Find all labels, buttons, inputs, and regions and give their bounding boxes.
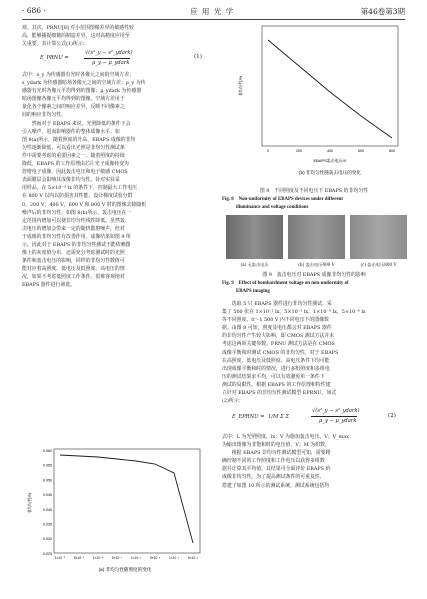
journal-title: 应 用 光 学 <box>190 7 235 16</box>
text-line: 条件和轰击电压的影响，同样的非均匀性数值可 <box>22 258 125 265</box>
chart-a-ytick: 0.030 <box>43 537 52 542</box>
chart-a-xtick: 1×10⁻³ <box>131 556 141 560</box>
header-rule <box>22 19 405 20</box>
text-line: 立针对 EBAPS 的非均匀性测试模型 EPRNU，如式 <box>222 390 337 397</box>
text-line: 选取 5 只 EBAPS 器件进行非均匀性测试，采 <box>222 301 332 307</box>
chart-a-ytick: 0.025 <box>43 551 52 556</box>
text-line: 0，200 V，400 V，600 V 和 800 V 时的图像去除随机 <box>22 201 147 208</box>
text-line: EBAPS 器件进行筛选。 <box>22 282 76 289</box>
chart-a-ytick: 0.045 <box>43 493 52 498</box>
figure-9-caption-en-1: Fig. 9 Effect of bombardment voltage on non-uniformity of <box>222 281 349 286</box>
left-mid-text <box>22 71 206 290</box>
right-mid-text <box>222 300 406 405</box>
text-line: 测试的局限性。根据 EBAPS 的工作原理和特性建 <box>222 381 331 388</box>
figure-9-caption-en-2: EBAPS imaging <box>236 289 270 294</box>
text-line: 表面膜层会影响其成像非均匀性。针对实验采 <box>22 177 120 184</box>
text-line: 在高照度、低电压及低照度、高电压条件下均可能 <box>222 357 330 364</box>
chart-a-xtick: 5×10⁻⁴ <box>111 556 123 560</box>
text-line: 据。由图 8 可知，照度及电压都会对 EBAPS 器件 <box>222 325 332 332</box>
text-line: 况，如果不考虑低照度工作条件，很难客观地对 <box>22 274 125 281</box>
equation-2-denominator: μ_y − μ_ydark <box>319 418 357 424</box>
chart-a-ytick: 0.050 <box>43 478 52 483</box>
figure-9a-label: (a) 无轰击电压 <box>240 262 269 267</box>
chart-a-caption: (a) 非均匀性随照度的变化 <box>98 567 152 572</box>
chart-b-ylabel: 非均匀性/% <box>238 75 243 97</box>
text-line: 引入噪声，进而影响器件的整体成像水平。如 <box>22 128 120 135</box>
chart-a-ytick: 0.060 <box>43 449 52 453</box>
chart-a-xtick: 5×10⁻⁵ <box>73 556 85 560</box>
text-line: 搭建了如图 10 所示的测试系统。测试系统包括均 <box>222 482 330 489</box>
equation-1-lhs: E_PRNU = <box>40 55 69 61</box>
text-line: 像上的灰度值分布，还需充分考虑测试时的光照 <box>22 250 125 257</box>
text-line: 等不同照度、0～1 500 V 内不同电压下的图像数 <box>222 317 329 324</box>
text-line: 击电压的增加会带来一定的随机散射噪声，但对 <box>22 225 125 232</box>
text-line: 示。因此对于 EBAPS 的非均匀性测试不能依赖图 <box>22 241 131 248</box>
text-line: 式中：L 为光照照度，lx；V 为施加轰击电压，V；V_max <box>222 434 349 440</box>
figure-9a-image <box>226 215 283 259</box>
chart-a-ylabel: 非均匀性/% <box>27 492 32 514</box>
text-line: 据并计算其平均值，其结果可全面评价 EBAPS 的 <box>222 466 331 473</box>
equation-2-tag: (2) <box>388 413 396 419</box>
chart-a-xtick: 1×10⁻⁵ <box>54 556 66 560</box>
equation-1-denominator: μ_y − μ_ydark <box>92 60 130 66</box>
chart-a-ytick: 0.040 <box>43 507 52 512</box>
text-line: 匀性逐渐降低，可以看出光照是非均匀性测试条 <box>22 144 125 151</box>
text-line: 出现成像平衡和时的情况，进行多组照度和多组电 <box>222 365 330 372</box>
equation-2-sum: 1/M Σ Σ <box>268 414 289 420</box>
text-line: 能对应着高照度、低电压及低照度、高电压的情 <box>22 266 125 273</box>
text-line: 在 800 V 以内以防损害其性能，设计梯度试验分群 <box>22 193 133 200</box>
text-line: 图 8(a)所示，随着照度的升高，EBAPS 成像的非均 <box>22 136 136 143</box>
text-line: 间的响应非均匀性。 <box>22 112 67 119</box>
text-line: s_ydark 为传感器暗场各像元之间的空域方差；μ_y 为传 <box>22 80 146 87</box>
text-line: 感器有光时各像元平均得到的图像；μ_ydark 为传感器 <box>22 88 142 95</box>
text-line: 高，能够捕捉细微的制造差异，这对高精度应用至 <box>22 33 130 40</box>
text-line: 成像非均匀性。为了提高测试条件的可重复性， <box>222 474 325 481</box>
text-line: 量化各个像素之间的响应差异，反映不同像素之 <box>22 104 125 111</box>
page-number: · 686 · <box>22 6 46 15</box>
figure-9-caption-cn: 图 9 轰击电压对 EBAPS 成像非均匀性的影响 <box>262 272 366 278</box>
text-line: 集了 500 张在 1×10⁻² lx，5×10⁻³ lx，1×10⁻³ lx，5×10⁻⁴ lx <box>222 309 366 316</box>
text-line: 降低，EBAPS 的工作原理由芯片光子成像转变为 <box>22 161 129 168</box>
equation-2-lhs: E_EPRNU = <box>232 414 265 420</box>
text-line: 关重要。其计算公式(1)所示： <box>22 41 88 48</box>
text-line: 件中需要考虑的重要因素之一。随着照度的持续 <box>22 152 125 159</box>
chart-a-xtick: 5×10⁻³ <box>150 556 160 560</box>
text-line: 倍增电子成像，因此轰击电压和电子敏感 CMOS <box>22 169 128 176</box>
chart-a-nonuniformity-vs-illuminance <box>22 443 206 581</box>
fraction-bar <box>311 416 357 417</box>
chart-b-nonuniformity-vs-voltage <box>228 22 404 186</box>
text-line: 式中：s_y 为传感器有光时各像元之间的空域方差； <box>22 72 134 78</box>
chart-b-xtick: 0 <box>267 149 269 153</box>
text-line: 暗场图像各像元平均得到的图像。空域方差用于 <box>22 96 125 103</box>
text-line: 于成像的非均匀性有改善作用，成像结果如图 9 所 <box>22 233 131 240</box>
text-line: 确控制不同的工作照度和工作电压以获得多组数 <box>222 458 325 465</box>
figure-8-caption-en-1: Fig. 8 Non-uniformity of EBAPS devices under different <box>222 197 343 202</box>
chart-a-xtick: 5×10⁻² <box>188 556 198 560</box>
chart-b-xtick: 200 <box>296 149 302 153</box>
chart-a-ytick: 0.055 <box>43 463 52 468</box>
text-line: 用样品，在 5×10⁻³ lx 的条件下，控制最大工作电压 <box>22 185 137 192</box>
figure-9c-image <box>350 215 407 259</box>
text-line: 的非均匀性产生较大影响，即 CMOS 测试方法并未 <box>222 333 335 340</box>
chart-b-caption: (b) 非均匀性随轰击电压的变化 <box>298 170 362 175</box>
right-bottom-text <box>222 433 406 490</box>
text-line: 根据 EBAPS 非均匀性测试模型可知，需要精 <box>222 450 331 457</box>
text-line: 考虑这两项关键参数。PRNU 测试方法是在 CMOS <box>222 341 335 348</box>
equation-1-tag: (1) <box>194 54 202 60</box>
text-line: (2)所示： <box>222 398 244 405</box>
text-line: 成像平衡和时测试 CMOS 的非均匀性，对于 EBAPS <box>222 349 339 356</box>
figure-9b-image <box>288 215 345 259</box>
figure-8-caption-en-2: illuminance and voltage conditions <box>236 205 309 210</box>
text-line: 然而对于 EBAPS 来说，光照降低的条件下会 <box>22 120 131 127</box>
chart-a-ytick: 0.035 <box>43 522 52 527</box>
figure-9b-label: (b) 轰击电压400 V <box>298 262 335 267</box>
chart-a-xtick: 1×10⁻⁴ <box>92 556 104 560</box>
figure-8-caption-cn: 图 8 不同照度及不同电压下 EBAPS 的非均匀性 <box>259 188 369 194</box>
figure-9c-label: (c) 轰击电压800 V <box>360 262 397 267</box>
text-line: 压的测试结果求平均，可以有效避免单一条件下 <box>222 373 325 380</box>
equation-1-numerator: √(s²_y − s²_ydark) <box>85 50 133 56</box>
volume-info: 第46卷第3期 <box>360 7 405 16</box>
text-line: 噪声后的非均匀性，如图 8(b)所示，轰击电压在一 <box>22 209 132 216</box>
chart-b-xlabel: EBAPS轰击电压/V <box>313 158 347 163</box>
chart-b-xtick: 600 <box>358 149 364 153</box>
left-top-text <box>22 24 206 48</box>
chart-b-xtick: 400 <box>327 149 333 153</box>
chart-a-xtick: 1×10⁻² <box>169 556 179 560</box>
text-line: 为输出图像为非饱和时的电压值，V；M 为组数。 <box>222 442 330 449</box>
text-line: 定范围内增加可以使非均匀性线性降低。虽然轰 <box>22 217 125 224</box>
chart-b-xtick: 800 <box>389 149 395 153</box>
equation-2-numerator: √(s²_y − s²_ydark) <box>312 408 360 414</box>
text-line: 观。其次，PRNU[8] 对小范围图像差异的敏感性较 <box>22 25 134 31</box>
fraction-bar <box>84 58 130 59</box>
page-header <box>0 0 427 20</box>
